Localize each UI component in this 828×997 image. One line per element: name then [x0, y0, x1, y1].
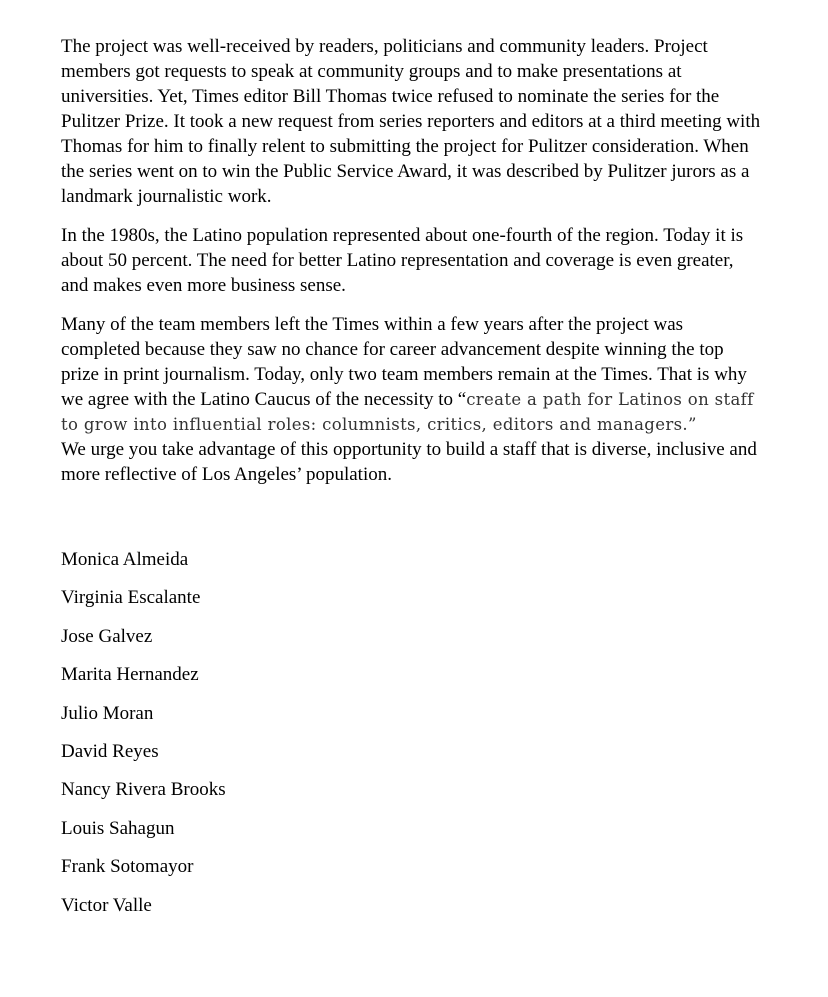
- signatory-name: Louis Sahagun: [61, 817, 175, 839]
- latino-caucus-quote: create a path for Latinos on staff to grow into influential roles: columnists, critics, editors and managers.: [61, 390, 754, 434]
- paragraph-population: In the 1980s, the Latino population represented about one-fourth of the region. Today it is about 50 percent. The need for better Latino representation and coverage is even greater, and makes even more business sense.: [61, 225, 744, 296]
- signatory-name: Nancy Rivera Brooks: [61, 779, 226, 801]
- signatory-name: Virginia Escalante: [61, 587, 201, 609]
- paragraph-pulitzer: The project was well-received by readers, politicians and community leaders. Project members got requests to speak at community groups and to make presentations at universities. Yet, Times editor Bill Thomas twice refused to nominate the series for the Pulitzer Prize. It took a new request from series reporters and editors at a third meeting with Thomas for him to finally relent to submitting the project for Pulitzer consideration. When the series went on to win the Public Service Award, it was described by Pulitzer jurors as a landmark journalistic work.: [61, 36, 761, 207]
- closing-quote-mark: ”: [688, 415, 697, 434]
- paragraph-team-members-text: Many of the team members left the Times within a few years after the project was completed because they saw no chance for career advancement despite winning the top prize in print journalism. Today, only two team members remain at the Times. That is why we agree with the Latino Caucus of the necessity to “: [61, 314, 747, 410]
- paragraph-team-members: [61, 312, 761, 437]
- paragraph-urge: We urge you take advantage of this opportunity to build a staff that is diverse, inclusive and more reflective of Los Angeles’ population.: [61, 439, 757, 485]
- signatory-name: Julio Moran: [61, 702, 154, 724]
- signatory-name: Jose Galvez: [61, 625, 153, 647]
- signatory-name: Marita Hernandez: [61, 664, 199, 686]
- signatory-name: Frank Sotomayor: [61, 856, 194, 878]
- signatory-list: [61, 547, 226, 931]
- signatory-name: David Reyes: [61, 740, 159, 762]
- letter-body: [61, 34, 761, 501]
- signatory-name: Monica Almeida: [61, 549, 189, 570]
- signatory-name: Victor Valle: [61, 894, 152, 916]
